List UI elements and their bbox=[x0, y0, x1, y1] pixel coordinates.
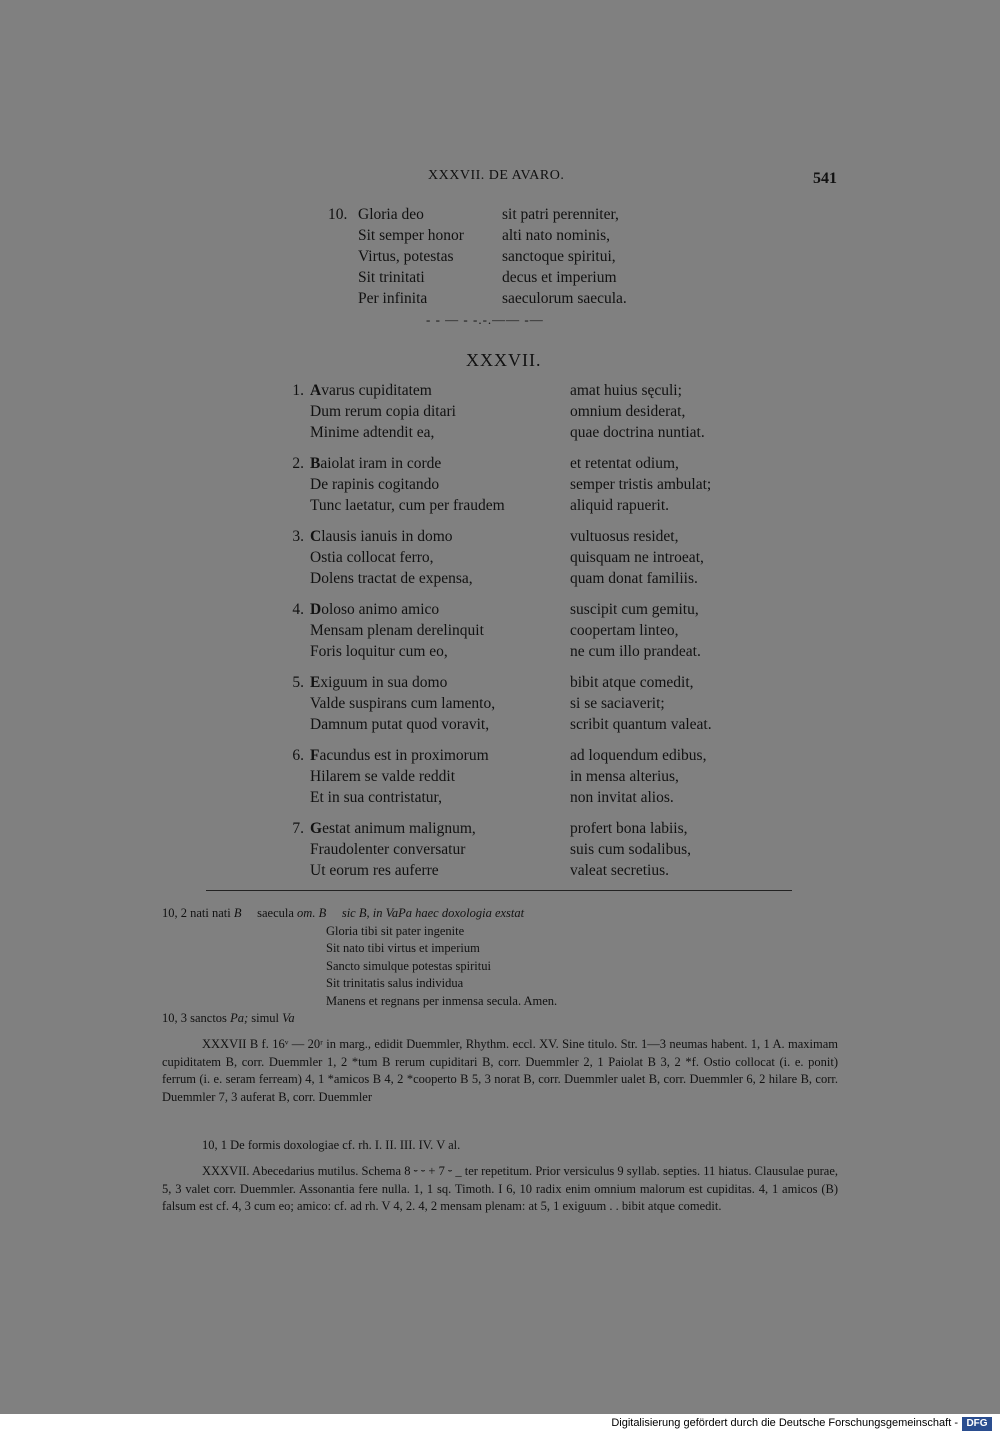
verse-second-half: ad loquendum edibus, bbox=[570, 747, 707, 764]
stanza-number: 3. bbox=[292, 528, 304, 545]
verse-first-half: Gloria deo bbox=[358, 206, 424, 223]
verse-second-half: coopertam linteo, bbox=[570, 622, 679, 639]
verse-first-half bbox=[304, 818, 570, 839]
verse-line bbox=[280, 568, 704, 589]
running-head: XXXVII. DE AVARO. bbox=[428, 168, 565, 183]
note-siglum: Va bbox=[282, 1011, 295, 1025]
stanza bbox=[280, 672, 712, 735]
verse-line bbox=[328, 288, 627, 309]
verse-first-half bbox=[304, 672, 570, 693]
verse-line bbox=[280, 787, 706, 808]
verse-first-half: Fraudolenter conversatur bbox=[310, 841, 466, 858]
verse-line bbox=[280, 818, 691, 839]
poem-title: XXXVII. bbox=[466, 350, 542, 370]
verse-second-half: sit patri perenniter, bbox=[502, 206, 619, 223]
stanza-number: 4. bbox=[292, 601, 304, 618]
note-ref: 10, 3 sanctos bbox=[162, 1011, 227, 1025]
verse-line bbox=[280, 599, 701, 620]
abecedarian-initial: B bbox=[310, 455, 321, 472]
note-text: simul bbox=[251, 1011, 280, 1025]
abecedarian-initial: F bbox=[310, 747, 320, 764]
verse-first-half: Valde suspirans cum lamento, bbox=[310, 695, 496, 712]
verse-second-half: valeat secretius. bbox=[570, 862, 669, 879]
verse-first-half bbox=[304, 599, 570, 620]
note-text: sic B, in VaPa haec doxologia exstat bbox=[341, 906, 525, 920]
verse-first-half: Ostia collocat ferro, bbox=[310, 549, 434, 566]
verse-text: oloso animo amico bbox=[321, 601, 440, 618]
verse-second-half: quae doctrina nuntiat. bbox=[570, 424, 705, 441]
verse-text: acundus est in proximorum bbox=[319, 747, 489, 764]
stanza-number: 5. bbox=[292, 674, 304, 691]
verse-line bbox=[280, 474, 711, 495]
verse-second-half: quisquam ne introeat, bbox=[570, 549, 704, 566]
apparatus-note-1 bbox=[162, 905, 838, 1028]
verse-line bbox=[280, 620, 701, 641]
verse-second-half: vultuosus residet, bbox=[570, 528, 679, 545]
doxology-stanza bbox=[328, 204, 627, 309]
apparatus-note-4: XXXVII. Abecedarius mutilus. Schema 8 ⏑ ⏑ + 7 ⏑ _ ter repetitum. Prior versiculus 9 syllab. septies. 11 hiatus. Clausulae purae, 5, 3 valet corr. Duemmler. Assonantia fere nulla. 1, 1 sq. Timoth. I 6, 10 radix enim omnium malorum est cupiditas. 4, 1 amicos (B) falsum est cf. 4, 3 cum eo; amico: cf. ad rh. V 4, 2. 4, 2 mensam plenam: at 5, 1 exiguum . . bibit atque comedit. bbox=[162, 1164, 838, 1213]
verse-first-half bbox=[304, 745, 570, 766]
stanza bbox=[280, 818, 691, 881]
footnote-separator bbox=[206, 890, 792, 891]
note-text: om. B bbox=[297, 906, 327, 920]
verse-second-half: si se saciaverit; bbox=[570, 695, 665, 712]
verse-first-half: Hilarem se valde reddit bbox=[310, 768, 456, 785]
stanza bbox=[280, 599, 701, 662]
note-siglum: B bbox=[233, 906, 242, 920]
variant-line: Sancto simulque potestas spiritui bbox=[326, 958, 491, 973]
verse-first-half bbox=[304, 453, 570, 474]
abecedarian-initial: D bbox=[310, 601, 322, 618]
verse-line bbox=[328, 204, 627, 225]
dfg-logo: DFG bbox=[962, 1417, 992, 1431]
verse-second-half: ne cum illo prandeat. bbox=[570, 643, 701, 660]
variant-line: Manens et regnans per inmensa secula. Amen. bbox=[326, 993, 558, 1008]
verse-line bbox=[280, 672, 712, 693]
section-divider: - - — - -.-.—— -— bbox=[426, 312, 544, 327]
verse-second-half: in mensa alterius, bbox=[570, 768, 679, 785]
verse-second-half: quam donat familiis. bbox=[570, 570, 698, 587]
verse-second-half: sanctoque spiritui, bbox=[502, 248, 616, 265]
note-ref: 10, 2 nati nati bbox=[162, 906, 231, 920]
verse-second-half: suis cum sodalibus, bbox=[570, 841, 691, 858]
verse-second-half: omnium desiderat, bbox=[570, 403, 686, 420]
verse-second-half: saeculorum saecula. bbox=[502, 290, 627, 307]
footer-bar bbox=[0, 1414, 1000, 1434]
verse-first-half bbox=[304, 380, 570, 401]
verse-first-half: Foris loquitur cum eo, bbox=[310, 643, 448, 660]
verse-second-half: amat huius sęculi; bbox=[570, 382, 682, 399]
verse-line bbox=[280, 839, 691, 860]
verse-first-half: Minime adtendit ea, bbox=[310, 424, 435, 441]
verse-first-half: Per infinita bbox=[358, 290, 428, 307]
verse-first-half bbox=[304, 526, 570, 547]
variant-line: Sit nato tibi virtus et imperium bbox=[326, 941, 480, 955]
verse-first-half: Et in sua contristatur, bbox=[310, 789, 442, 806]
verse-line bbox=[280, 547, 704, 568]
verse-line bbox=[280, 714, 712, 735]
funding-notice: Digitalisierung gefördert durch die Deutsche Forschungsgemeinschaft - bbox=[611, 1417, 958, 1429]
verse-second-half: non invitat alios. bbox=[570, 789, 674, 806]
verse-text: lausis ianuis in domo bbox=[321, 528, 453, 545]
abecedarian-initial: G bbox=[310, 820, 323, 837]
verse-second-half: decus et imperium bbox=[502, 269, 617, 286]
verse-first-half: Dum rerum copia ditari bbox=[310, 403, 456, 420]
verse-second-half: scribit quantum valeat. bbox=[570, 716, 712, 733]
verse-second-half: bibit atque comedit, bbox=[570, 674, 694, 691]
verse-first-half: Ut eorum res auferre bbox=[310, 862, 439, 879]
stanza-number: 7. bbox=[292, 820, 304, 837]
verse-line bbox=[280, 860, 691, 881]
verse-text: varus cupiditatem bbox=[321, 382, 432, 399]
verse-text: estat animum malignum, bbox=[322, 820, 476, 837]
abecedarian-initial: C bbox=[310, 528, 322, 545]
verse-first-half: Mensam plenam derelinquit bbox=[310, 622, 484, 639]
verse-line bbox=[280, 422, 705, 443]
verse-second-half: alti nato nominis, bbox=[502, 227, 611, 244]
page-number: 541 bbox=[813, 170, 837, 187]
abecedarian-initial: E bbox=[310, 674, 321, 691]
verse-first-half: Virtus, potestas bbox=[358, 248, 454, 265]
verse-first-half: De rapinis cogitando bbox=[310, 476, 440, 493]
verse-first-half: Sit trinitati bbox=[358, 269, 425, 286]
note-siglum: Pa; bbox=[230, 1011, 249, 1025]
apparatus-note-2: XXXVII B f. 16ᵛ — 20ʳ in marg., edidit Duemmler, Rhythm. eccl. XV. Sine titulo. Str. 1—3 neumas habent. 1, 1 A. maximam cupiditatem B, corr. Duemmler 1, 2 *tum B rerum cupiditari B, corr. Duemmler 2, 1 Paiolat B 3, 2 *f. Ostio collocat (i. e. ponit) ferrum (i. e. seram ferream) 4, 1 *amicos B 4, 2 *cooperto B 5, 3 norat B, corr. Duemmler ualet B, corr. Duemmler 6, 2 hilare B, corr. Duemmler 7, 3 auferat B, corr. Duemmler bbox=[162, 1037, 838, 1104]
verse-line bbox=[280, 693, 712, 714]
verse-second-half: aliquid rapuerit. bbox=[570, 497, 669, 514]
verse-line bbox=[280, 453, 711, 474]
stanza-number: 2. bbox=[292, 455, 304, 472]
verse-line bbox=[280, 380, 705, 401]
verse-text: aiolat iram in corde bbox=[320, 455, 442, 472]
stanza-number: 6. bbox=[292, 747, 304, 764]
variant-line: Sit trinitatis salus individua bbox=[326, 976, 464, 990]
variant-line: Gloria tibi sit pater ingenite bbox=[326, 923, 465, 938]
stanza bbox=[280, 745, 706, 808]
verse-first-half: Sit semper honor bbox=[358, 227, 464, 244]
verse-line bbox=[328, 225, 627, 246]
verse-line bbox=[328, 246, 627, 267]
stanza bbox=[280, 526, 704, 589]
verse-first-half: Dolens tractat de expensa, bbox=[310, 570, 473, 587]
verse-second-half: profert bona labiis, bbox=[570, 820, 688, 837]
verse-second-half: semper tristis ambulat; bbox=[570, 476, 712, 493]
stanza bbox=[280, 380, 705, 443]
verse-line bbox=[280, 641, 701, 662]
verse-first-half: Damnum putat quod voravit, bbox=[310, 716, 490, 733]
verse-line bbox=[280, 495, 711, 516]
verse-line bbox=[280, 401, 705, 422]
apparatus-note-3: 10, 1 De formis doxologiae cf. rh. I. II. III. IV. V al. bbox=[202, 1138, 461, 1152]
verse-first-half: Tunc laetatur, cum per fraudem bbox=[310, 497, 505, 514]
note-text: saecula bbox=[257, 906, 294, 920]
stanza-number: 1. bbox=[292, 382, 304, 399]
verse-line bbox=[280, 526, 704, 547]
stanza-number: 10. bbox=[328, 206, 348, 223]
verse-line bbox=[280, 766, 706, 787]
verse-line bbox=[280, 745, 706, 766]
verse-second-half: suscipit cum gemitu, bbox=[570, 601, 699, 618]
stanza bbox=[280, 453, 711, 516]
abecedarian-initial: A bbox=[310, 382, 322, 399]
verse-second-half: et retentat odium, bbox=[570, 455, 679, 472]
verse-line bbox=[328, 267, 627, 288]
verse-text: xiguum in sua domo bbox=[320, 674, 448, 691]
